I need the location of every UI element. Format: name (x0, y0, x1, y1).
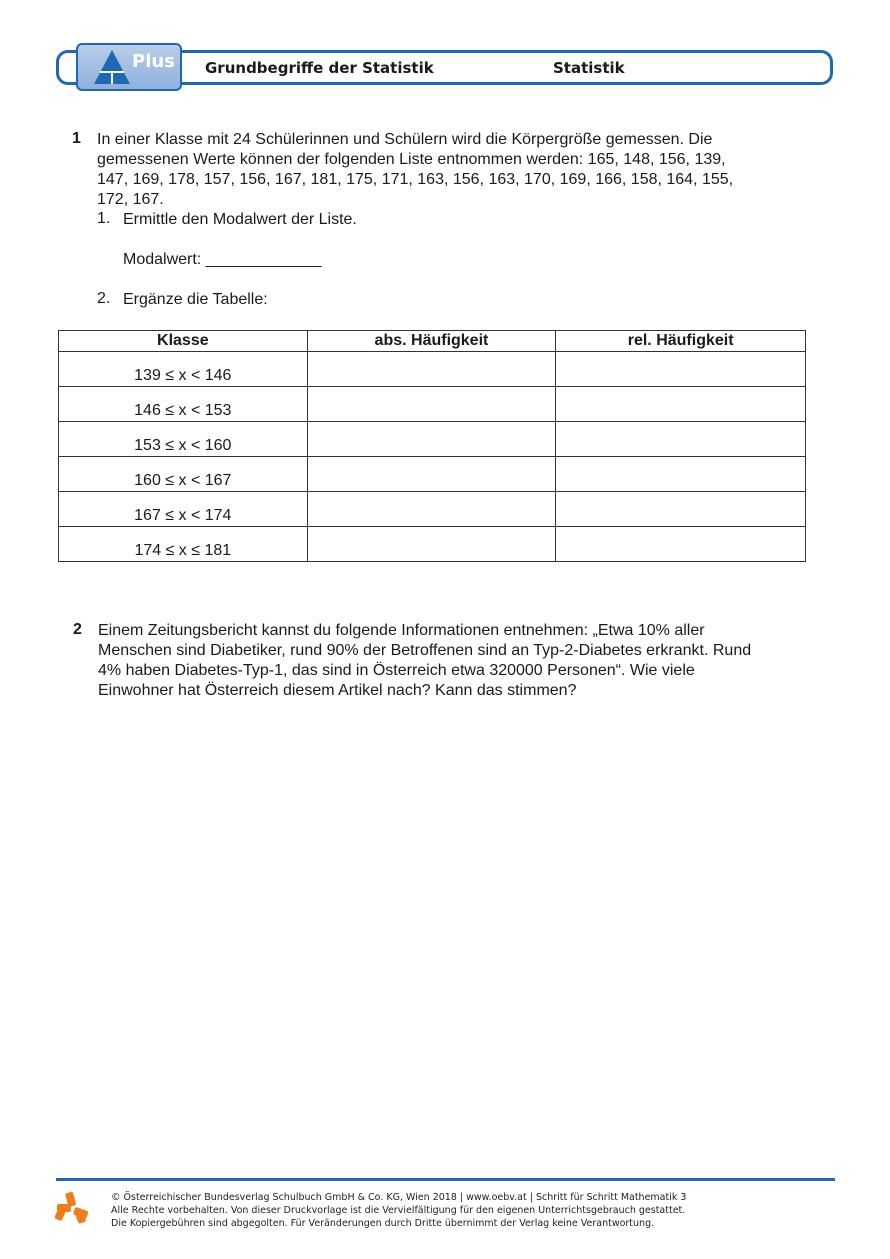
column-header: rel. Häufigkeit (556, 331, 806, 352)
class-interval-cell: 153 ≤ x < 160 (59, 422, 308, 457)
table-row (59, 422, 806, 457)
logo-text: Plus (132, 51, 175, 72)
task1-line: In einer Klasse mit 24 Schülerinnen und Schülern wird die Körpergröße gemessen. Die (97, 131, 713, 148)
plus-logo (76, 43, 182, 91)
rel-frequency-cell[interactable] (556, 352, 806, 387)
abs-frequency-cell[interactable] (307, 387, 556, 422)
abs-frequency-cell[interactable] (307, 492, 556, 527)
table-row (59, 352, 806, 387)
class-interval-cell: 174 ≤ x ≤ 181 (59, 527, 308, 562)
task1-line: 172, 167. (97, 191, 164, 208)
class-interval-cell: 139 ≤ x < 146 (59, 352, 308, 387)
class-interval-cell: 160 ≤ x < 167 (59, 457, 308, 492)
table-row (59, 527, 806, 562)
footer-divider (56, 1178, 835, 1181)
task2-line: Einem Zeitungsbericht kannst du folgende Informationen entnehmen: „Etwa 10% aller (98, 622, 705, 639)
subtask-2-number: 2. (97, 290, 111, 307)
task-number-1: 1 (72, 130, 81, 147)
publisher-asterisk-icon (55, 1190, 91, 1226)
frequency-table (58, 330, 806, 562)
abs-frequency-cell[interactable] (307, 422, 556, 457)
abs-frequency-cell[interactable] (307, 457, 556, 492)
task-number-2: 2 (73, 621, 82, 638)
task2-line: Einwohner hat Österreich diesem Artikel nach? Kann das stimmen? (98, 682, 577, 699)
subject-label: Statistik (553, 59, 625, 77)
abs-frequency-cell[interactable] (307, 352, 556, 387)
rel-frequency-cell[interactable] (556, 492, 806, 527)
subtask-1-text: Ermittle den Modalwert der Liste. (123, 211, 357, 228)
column-header: abs. Häufigkeit (307, 331, 556, 352)
modalwert-answer-line: Modalwert: _____________ (123, 251, 322, 268)
rel-frequency-cell[interactable] (556, 527, 806, 562)
table-row (59, 387, 806, 422)
task1-line: 147, 169, 178, 157, 156, 167, 181, 175, 171, 163, 156, 163, 170, 169, 166, 158, 164, 155, (97, 171, 734, 188)
task2-line: Menschen sind Diabetiker, rund 90% der Betroffenen sind an Typ-2-Diabetes erkrankt. Rund (98, 642, 752, 659)
footer-copyright: © Österreichischer Bundesverlag Schulbuch GmbH & Co. KG, Wien 2018 | www.oebv.at | Schritt für Schritt Mathematik 3 (111, 1192, 687, 1203)
abs-frequency-cell[interactable] (307, 527, 556, 562)
subtask-2-text: Ergänze die Tabelle: (123, 291, 268, 308)
class-interval-cell: 167 ≤ x < 174 (59, 492, 308, 527)
page-title: Grundbegriffe der Statistik (205, 59, 434, 77)
column-header: Klasse (59, 331, 308, 352)
rel-frequency-cell[interactable] (556, 457, 806, 492)
task2-text (98, 621, 751, 701)
triangle-logo-icon (92, 48, 132, 86)
footer-rights: Alle Rechte vorbehalten. Von dieser Druckvorlage ist die Vervielfältigung für den eigenen Unterrichtsgebrauch gestattet. (111, 1205, 686, 1216)
task2-line: 4% haben Diabetes-Typ-1, das sind in Österreich etwa 320000 Personen“. Wie viele (98, 662, 695, 679)
rel-frequency-cell[interactable] (556, 422, 806, 457)
table-header-row (59, 331, 806, 352)
subtask-1-number: 1. (97, 210, 111, 227)
class-interval-cell: 146 ≤ x < 153 (59, 387, 308, 422)
footer-disclaimer: Die Kopiergebühren sind abgegolten. Für Veränderungen durch Dritte übernimmt der Verlag keine Verantwortung. (111, 1218, 655, 1229)
rel-frequency-cell[interactable] (556, 387, 806, 422)
task1-text (97, 130, 733, 210)
table-row (59, 457, 806, 492)
table-row (59, 492, 806, 527)
task1-line: gemessenen Werte können der folgenden Liste entnommen werden: 165, 148, 156, 139, (97, 151, 726, 168)
